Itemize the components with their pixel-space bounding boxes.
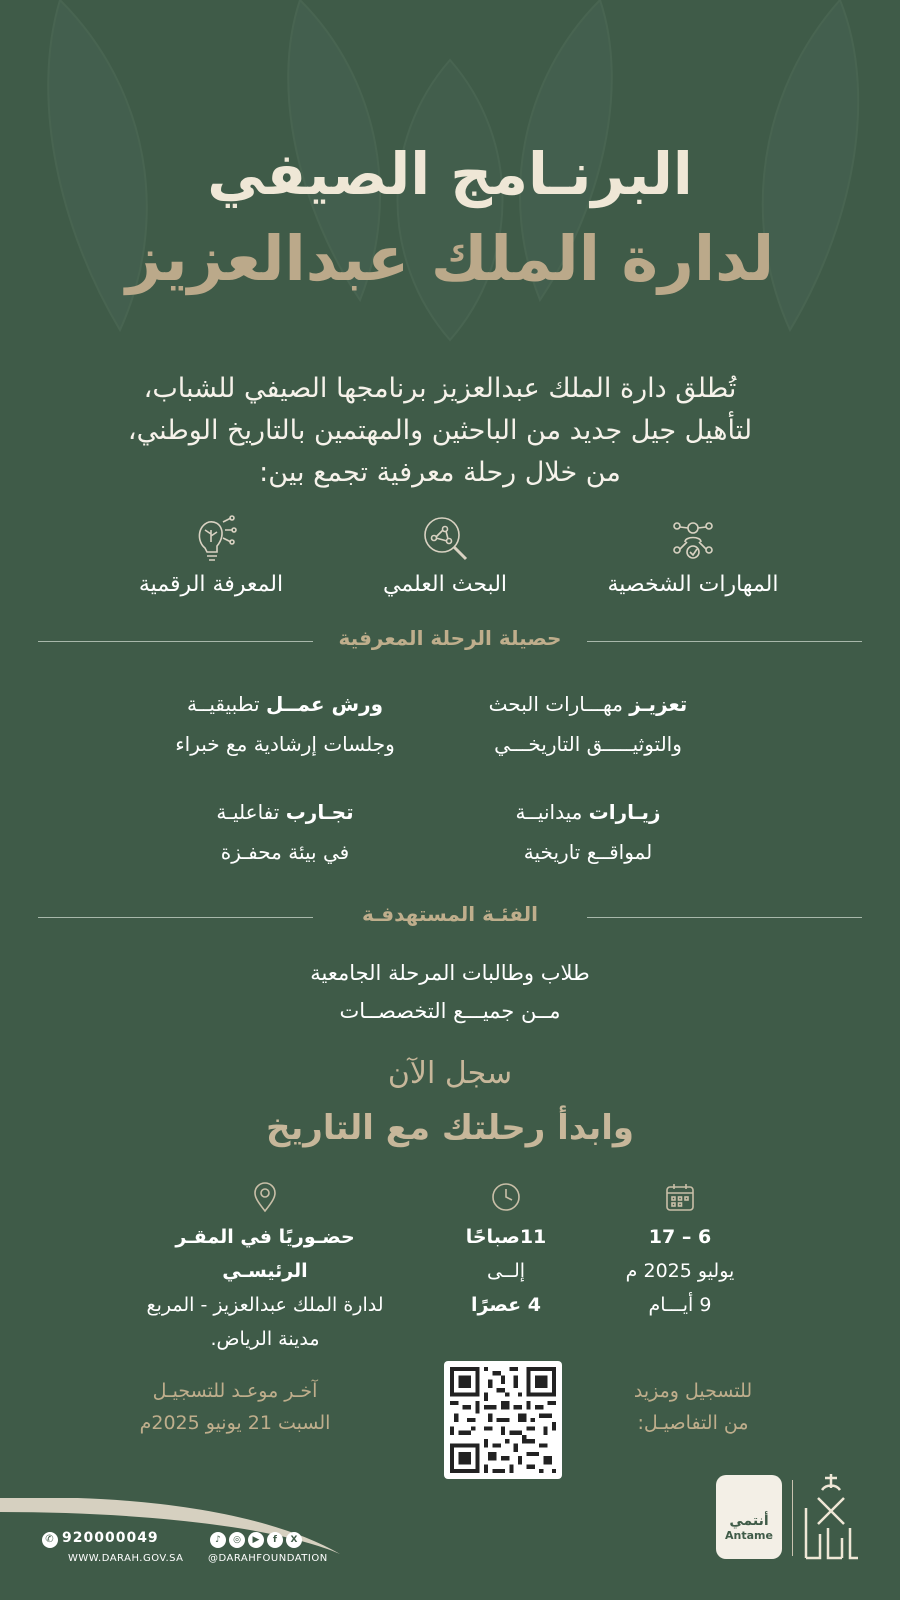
intro-line: لتأهيل جيل جديد من الباحثين والمهتمين بالتاريخ الوطني، — [127, 415, 753, 446]
x-icon[interactable]: X — [286, 1532, 302, 1548]
target-audience — [250, 954, 650, 1030]
registration-deadline — [120, 1375, 350, 1439]
logo-separator — [792, 1480, 793, 1556]
magnifier-network-icon — [419, 512, 471, 564]
date-range: 6 – 17 — [648, 1226, 712, 1248]
outcome-line2: وجلسات إرشادية مع خبراء — [175, 732, 395, 756]
page-title-line1: البرنـامج الصيفي — [207, 140, 693, 208]
outcome-line2: والتوثيـــــق التاريخـــي — [494, 732, 682, 756]
tiktok-icon[interactable]: ♪ — [210, 1532, 226, 1548]
registration-line: من التفاصيـل: — [637, 1412, 749, 1434]
outcome-item — [135, 792, 435, 872]
location-title: حضـوريًا في المقـر الرئيسـي — [175, 1226, 355, 1282]
pillar-scientific-research — [330, 512, 560, 597]
intro-line: تُطلق دارة الملك عبدالعزيز برنامجها الصيفي للشباب، — [143, 373, 737, 404]
cta-start-journey: وابدأ رحلتك مع التاريخ — [265, 1108, 635, 1148]
lightbulb-circuit-icon — [185, 512, 237, 564]
registration-more-info — [608, 1375, 778, 1439]
time-to: إلــى — [486, 1260, 526, 1282]
youtube-icon[interactable]: ▶ — [248, 1532, 264, 1548]
intro-line: من خلال رحلة معرفية تجمع بين: — [259, 457, 621, 488]
antame-logo — [716, 1475, 782, 1559]
clock-icon — [489, 1180, 523, 1214]
intro-paragraph — [60, 368, 820, 494]
pillar-label: المعرفة الرقمية — [138, 572, 284, 597]
outcome-item — [438, 684, 738, 764]
outcome-item — [438, 792, 738, 872]
location-line3: مدينة الرياض. — [210, 1328, 320, 1350]
whatsapp-icon: ✆ — [42, 1532, 58, 1548]
cta-register-now: سجل الآن — [387, 1056, 513, 1091]
info-location — [135, 1180, 395, 1356]
section-divider-outcomes — [38, 626, 862, 656]
time-end: 4 عصرًا — [471, 1294, 541, 1316]
phone-number: 920000049 — [62, 1530, 159, 1546]
target-line: مــن جميـــع التخصصــات — [339, 999, 561, 1023]
location-pin-icon — [248, 1180, 282, 1214]
calendar-icon — [663, 1180, 697, 1214]
background-leaf-pattern — [0, 0, 900, 420]
section-heading: الفئـة المستهدفـة — [362, 902, 538, 926]
social-handle[interactable]: @DARAHFOUNDATION — [208, 1553, 328, 1564]
outcome-text: تطبيقيــة — [186, 692, 266, 716]
location-line2: لدارة الملك عبدالعزيز - المربع — [146, 1294, 384, 1316]
deadline-line: السبت 21 يونيو 2025م — [139, 1412, 331, 1434]
darah-logo — [798, 1468, 864, 1568]
section-heading: حصيلة الرحلة المعرفية — [338, 626, 562, 650]
outcome-bold: تجـارب — [285, 800, 354, 824]
section-divider-target — [38, 902, 862, 932]
antame-label-en: Antame — [725, 1529, 773, 1542]
social-icons — [210, 1527, 305, 1548]
pillar-label: المهارات الشخصية — [607, 572, 779, 597]
qr-pattern — [450, 1367, 556, 1473]
people-network-icon — [667, 512, 719, 564]
page-title-line2: لدارة الملك عبدالعزيز — [125, 222, 775, 295]
outcome-item — [135, 684, 435, 764]
registration-qr-code[interactable] — [444, 1361, 562, 1479]
target-line: طلاب وطالبات المرحلة الجامعية — [310, 961, 590, 985]
outcome-bold: زيـارات — [588, 800, 661, 824]
pillar-label: البحث العلمي — [382, 572, 508, 597]
antame-label-ar: أنتمي — [729, 1513, 769, 1529]
outcome-line2: في بيئة محفـزة — [220, 840, 350, 864]
date-duration: 9 أيـــام — [648, 1294, 712, 1316]
outcome-text: تفاعليـة — [216, 800, 286, 824]
facebook-icon[interactable]: f — [267, 1532, 283, 1548]
instagram-icon[interactable]: ◎ — [229, 1532, 245, 1548]
website-link[interactable]: WWW.DARAH.GOV.SA — [68, 1553, 184, 1564]
outcome-text: ميدانيــة — [515, 800, 589, 824]
contact-phone[interactable] — [42, 1530, 159, 1548]
deadline-line: آخـر موعـد للتسجيـل — [152, 1380, 318, 1402]
time-start: 11صباحًا — [465, 1226, 547, 1248]
outcome-bold: ورش عمــل — [265, 692, 384, 716]
outcome-line2: لمواقــع تاريخية — [523, 840, 653, 864]
registration-line: للتسجيل ومزيد — [633, 1380, 753, 1402]
outcome-bold: تعزيـز — [629, 692, 688, 716]
info-time — [376, 1180, 636, 1322]
pillar-digital-knowledge — [96, 512, 326, 597]
outcome-text: مهـــارات البحث — [488, 692, 630, 716]
date-month: يوليو 2025 م — [625, 1260, 735, 1282]
pillar-personal-skills — [578, 512, 808, 597]
